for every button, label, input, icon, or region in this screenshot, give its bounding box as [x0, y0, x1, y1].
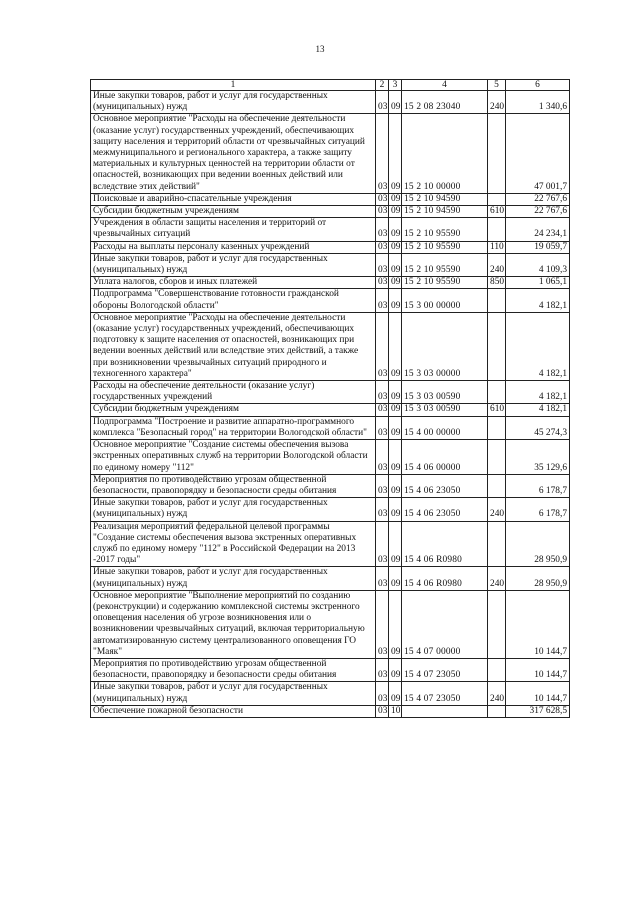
amount: 19 059,7	[506, 241, 570, 253]
expense-type-code	[488, 705, 506, 717]
table-row	[91, 241, 570, 253]
section-code: 03	[376, 416, 389, 439]
amount: 4 182,1	[506, 404, 570, 416]
table-row	[91, 253, 570, 276]
target-article-code: 15 4 07 23050	[402, 658, 488, 681]
amount: 24 234,1	[506, 218, 570, 241]
section-code: 03	[376, 218, 389, 241]
table-row	[91, 682, 570, 705]
target-article-code: 15 2 10 94590	[402, 193, 488, 205]
table-row	[91, 277, 570, 289]
amount: 4 182,1	[506, 381, 570, 404]
subsection-code: 09	[389, 289, 402, 312]
item-name: Иные закупки товаров, работ и услуг для государственных (муниципальных) нужд	[91, 682, 376, 705]
item-name: Субсидии бюджетным учреждениям	[91, 206, 376, 218]
target-article-code: 15 3 03 00590	[402, 381, 488, 404]
expense-type-code	[488, 289, 506, 312]
subsection-code: 09	[389, 521, 402, 567]
subsection-code: 10	[389, 705, 402, 717]
section-code: 03	[376, 682, 389, 705]
target-article-code: 15 2 10 94590	[402, 206, 488, 218]
subsection-code: 09	[389, 312, 402, 380]
target-article-code: 15 4 07 23050	[402, 682, 488, 705]
col-header-3: 3	[389, 80, 402, 91]
table-row	[91, 404, 570, 416]
expense-type-code: 850	[488, 277, 506, 289]
section-code: 03	[376, 241, 389, 253]
item-name: Уплата налогов, сборов и иных платежей	[91, 277, 376, 289]
amount: 45 274,3	[506, 416, 570, 439]
subsection-code: 09	[389, 193, 402, 205]
col-header-1: 1	[91, 80, 376, 91]
expense-type-code	[488, 312, 506, 380]
item-name: Расходы на выплаты персоналу казенных учреждений	[91, 241, 376, 253]
section-code: 03	[376, 590, 389, 658]
target-article-code: 15 3 00 00000	[402, 289, 488, 312]
amount: 47 001,7	[506, 114, 570, 193]
amount: 22 767,6	[506, 193, 570, 205]
amount: 4 109,3	[506, 253, 570, 276]
amount: 317 628,5	[506, 705, 570, 717]
target-article-code: 15 4 00 00000	[402, 416, 488, 439]
table-row	[91, 193, 570, 205]
expense-type-code: 610	[488, 206, 506, 218]
item-name: Учреждения в области защиты населения и территорий от чрезвычайных ситуаций	[91, 218, 376, 241]
section-code: 03	[376, 277, 389, 289]
section-code: 03	[376, 312, 389, 380]
target-article-code: 15 4 06 R0980	[402, 567, 488, 590]
section-code: 03	[376, 521, 389, 567]
target-article-code: 15 3 03 00000	[402, 312, 488, 380]
item-name: Основное мероприятие "Выполнение мероприятий по созданию (реконструкции) и содержанию комплексной системы экстренного оповещения населения об угрозе возникновения или о возникновении чрезвычайных ситуаций, включая территориальную автоматизированную систему централизованного оповещения ГО "Маяк"	[91, 590, 376, 658]
subsection-code: 09	[389, 381, 402, 404]
col-header-6: 6	[506, 80, 570, 91]
expense-type-code	[488, 440, 506, 475]
table-row	[91, 218, 570, 241]
table-row	[91, 114, 570, 193]
amount: 28 950,9	[506, 521, 570, 567]
section-code: 03	[376, 91, 389, 114]
subsection-code: 09	[389, 277, 402, 289]
table-row	[91, 206, 570, 218]
section-code: 03	[376, 440, 389, 475]
section-code: 03	[376, 381, 389, 404]
section-code: 03	[376, 114, 389, 193]
target-article-code: 15 4 06 23050	[402, 474, 488, 497]
header-row	[91, 80, 570, 91]
subsection-code: 09	[389, 590, 402, 658]
table-row	[91, 590, 570, 658]
target-article-code: 15 2 10 95590	[402, 218, 488, 241]
section-code: 03	[376, 253, 389, 276]
target-article-code: 15 2 10 00000	[402, 114, 488, 193]
subsection-code: 09	[389, 206, 402, 218]
subsection-code: 09	[389, 474, 402, 497]
subsection-code: 09	[389, 498, 402, 521]
table-row	[91, 381, 570, 404]
expense-type-code: 240	[488, 498, 506, 521]
expense-type-code	[488, 416, 506, 439]
item-name: Обеспечение пожарной безопасности	[91, 705, 376, 717]
expense-type-code	[488, 590, 506, 658]
target-article-code: 15 2 08 23040	[402, 91, 488, 114]
amount: 22 767,6	[506, 206, 570, 218]
amount: 10 144,7	[506, 682, 570, 705]
section-code: 03	[376, 658, 389, 681]
expense-type-code	[488, 218, 506, 241]
target-article-code: 15 2 10 95590	[402, 253, 488, 276]
section-code: 03	[376, 206, 389, 218]
section-code: 03	[376, 474, 389, 497]
item-name: Иные закупки товаров, работ и услуг для государственных (муниципальных) нужд	[91, 253, 376, 276]
subsection-code: 09	[389, 682, 402, 705]
subsection-code: 09	[389, 91, 402, 114]
item-name: Основное мероприятие "Создание системы обеспечения вызова экстренных оперативных служб на территории Вологодской области по единому номеру "112"	[91, 440, 376, 475]
item-name: Основное мероприятие "Расходы на обеспечение деятельности (оказание услуг) государственных учреждений, обеспечивающих защиту населения и территорий области от чрезвычайных ситуаций межмуниципального и регионального характера, а также защиту материальных и культурных ценностей на территории области от опасностей, возникающих при ведении военных действий или вследствие этих действий"	[91, 114, 376, 193]
subsection-code: 09	[389, 658, 402, 681]
section-code: 03	[376, 705, 389, 717]
col-header-2: 2	[376, 80, 389, 91]
amount: 10 144,7	[506, 658, 570, 681]
expense-type-code: 610	[488, 404, 506, 416]
item-name: Иные закупки товаров, работ и услуг для государственных (муниципальных) нужд	[91, 498, 376, 521]
section-code: 03	[376, 404, 389, 416]
table-row	[91, 498, 570, 521]
amount: 6 178,7	[506, 498, 570, 521]
item-name: Иные закупки товаров, работ и услуг для государственных (муниципальных) нужд	[91, 91, 376, 114]
table-row	[91, 567, 570, 590]
table-row	[91, 521, 570, 567]
section-code: 03	[376, 567, 389, 590]
subsection-code: 09	[389, 218, 402, 241]
item-name: Мероприятия по противодействию угрозам общественной безопасности, правопорядку и безопасности среды обитания	[91, 474, 376, 497]
item-name: Подпрограмма "Совершенствование готовности гражданской обороны Вологодской области"	[91, 289, 376, 312]
item-name: Субсидии бюджетным учреждениям	[91, 404, 376, 416]
target-article-code	[402, 705, 488, 717]
col-header-5: 5	[488, 80, 506, 91]
table-row	[91, 416, 570, 439]
target-article-code: 15 4 06 00000	[402, 440, 488, 475]
expense-type-code: 240	[488, 253, 506, 276]
item-name: Иные закупки товаров, работ и услуг для государственных (муниципальных) нужд	[91, 567, 376, 590]
expense-type-code	[488, 114, 506, 193]
section-code: 03	[376, 193, 389, 205]
subsection-code: 09	[389, 253, 402, 276]
target-article-code: 15 4 06 R0980	[402, 521, 488, 567]
expense-type-code	[488, 474, 506, 497]
table-row	[91, 289, 570, 312]
item-name: Поисковые и аварийно-спасательные учреждения	[91, 193, 376, 205]
expense-type-code: 240	[488, 91, 506, 114]
target-article-code: 15 2 10 95590	[402, 241, 488, 253]
col-header-4: 4	[402, 80, 488, 91]
section-code: 03	[376, 289, 389, 312]
amount: 6 178,7	[506, 474, 570, 497]
subsection-code: 09	[389, 440, 402, 475]
target-article-code: 15 2 10 95590	[402, 277, 488, 289]
item-name: Реализация мероприятий федеральной целевой программы "Создание системы обеспечения вызова экстренных оперативных служб по единому номеру "112" в Российской Федерации на 2013 -2017 годы"	[91, 521, 376, 567]
expense-type-code	[488, 381, 506, 404]
target-article-code: 15 3 03 00590	[402, 404, 488, 416]
amount: 28 950,9	[506, 567, 570, 590]
expense-type-code	[488, 521, 506, 567]
section-code: 03	[376, 498, 389, 521]
expense-type-code: 240	[488, 682, 506, 705]
item-name: Подпрограмма "Построение и развитие аппаратно-программного комплекса "Безопасный город" на территории Вологодской области"	[91, 416, 376, 439]
subsection-code: 09	[389, 404, 402, 416]
amount: 4 182,1	[506, 312, 570, 380]
page-number: 13	[315, 44, 325, 54]
amount: 4 182,1	[506, 289, 570, 312]
item-name: Мероприятия по противодействию угрозам общественной безопасности, правопорядку и безопасности среды обитания	[91, 658, 376, 681]
expense-type-code: 240	[488, 567, 506, 590]
target-article-code: 15 4 06 23050	[402, 498, 488, 521]
item-name: Расходы на обеспечение деятельности (оказание услуг) государственных учреждений	[91, 381, 376, 404]
amount: 1 065,1	[506, 277, 570, 289]
amount: 10 144,7	[506, 590, 570, 658]
expense-type-code	[488, 193, 506, 205]
subsection-code: 09	[389, 416, 402, 439]
table-row	[91, 658, 570, 681]
subsection-code: 09	[389, 241, 402, 253]
target-article-code: 15 4 07 00000	[402, 590, 488, 658]
amount: 1 340,6	[506, 91, 570, 114]
expense-type-code	[488, 658, 506, 681]
subsection-code: 09	[389, 567, 402, 590]
table-row	[91, 91, 570, 114]
item-name: Основное мероприятие "Расходы на обеспечение деятельности (оказание услуг) государственных учреждений, обеспечивающих подготовку к защите населения от опасностей, возникающих при ведении военных действий или вследствие этих действий, а также при возникновении чрезвычайных ситуаций природного и техногенного характера"	[91, 312, 376, 380]
table-row	[91, 312, 570, 380]
table-row	[91, 474, 570, 497]
subsection-code: 09	[389, 114, 402, 193]
table-row	[91, 705, 570, 717]
amount: 35 129,6	[506, 440, 570, 475]
budget-table	[90, 79, 570, 718]
table-row	[91, 440, 570, 475]
expense-type-code: 110	[488, 241, 506, 253]
